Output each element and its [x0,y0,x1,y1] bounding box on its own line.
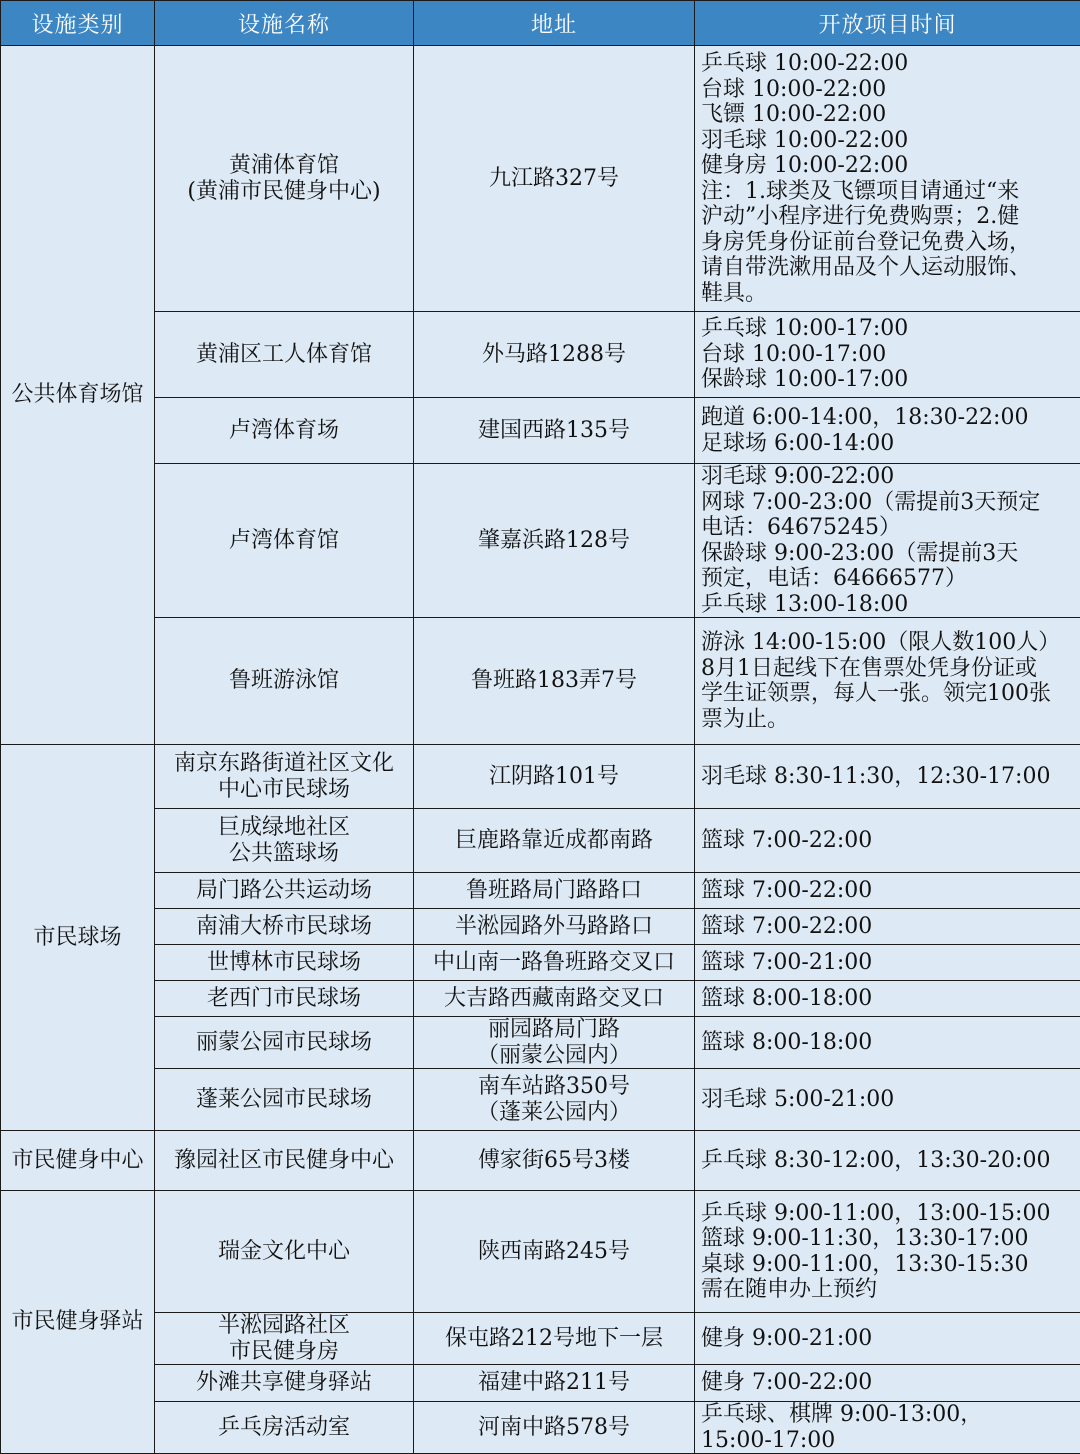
text-line: 鲁班路局门路路口 [465,877,642,903]
text-line: 网球 7:00-23:00（需提前3天预定 [701,489,1041,515]
open-hours-cell [695,981,1080,1017]
facility-name-cell [155,1017,414,1069]
address-cell [414,1365,695,1402]
address-cell [414,1131,695,1191]
text-line: 中山南一路鲁班路交叉口 [432,949,675,975]
open-hours-cell [695,1313,1080,1365]
header-category: 设施类别 [1,1,155,46]
text-line: 丽园路局门路 [487,1017,620,1042]
table-row [1,464,1080,618]
text-line: 羽毛球 9:00-22:00 [701,464,895,489]
address-cell [414,873,695,909]
text-line: 九江路327号 [489,165,619,191]
text-line: 健身 7:00-22:00 [701,1370,873,1396]
text-line: 保屯路212号地下一层 [445,1325,663,1351]
table-row [1,398,1080,464]
category-cell: 市民健身中心 [1,1131,155,1191]
text-line: （蓬莱公园内） [476,1099,631,1125]
text-line: 南京东路街道社区文化 [173,751,394,776]
text-line: 卢湾体育馆 [228,527,339,553]
table-row [1,1069,1080,1131]
facility-name-cell [155,46,414,312]
facility-table-body [1,46,1080,1454]
facility-name-cell [155,1191,414,1313]
text-line: 保龄球 9:00-23:00（需提前3天 [701,540,1019,566]
text-line: 乒乓球 9:00-11:00，13:00-15:00 [701,1200,1051,1226]
text-line: 跑道 6:00-14:00，18:30-22:00 [701,405,1029,430]
text-line: 篮球 7:00-21:00 [701,949,873,975]
text-line: 乒乓球 10:00-17:00 [701,316,909,342]
category-cell: 市民健身驿站 [1,1191,155,1454]
facility-name-cell [155,945,414,981]
address-cell [414,909,695,945]
text-line: 瑞金文化中心 [217,1238,350,1264]
text-line: 南车站路350号 [478,1074,630,1099]
text-line: 预定，电话：64666577） [701,566,967,591]
open-hours-cell [695,1402,1080,1454]
text-line: 羽毛球 8:30-11:30，12:30-17:00 [701,763,1051,789]
text-line: 桌球 9:00-11:00，13:30-15:30 [701,1251,1029,1277]
table-row [1,745,1080,809]
text-line: 台球 10:00-22:00 [701,76,887,102]
table-row [1,1365,1080,1402]
table-row [1,1017,1080,1069]
facility-name-cell [155,464,414,618]
address-cell [414,1069,695,1131]
address-cell [414,398,695,464]
text-line: 巨鹿路靠近成都南路 [454,827,653,853]
text-line: 乒乓球、棋牌 9:00-13:00， [701,1402,983,1427]
category-cell: 市民球场 [1,745,155,1131]
facility-name-cell [155,809,414,873]
text-line: 黄浦区工人体育馆 [195,341,372,367]
text-line: 南浦大桥市民球场 [195,913,372,939]
text-line: 豫园社区市民健身中心 [173,1147,394,1173]
header-open-hours: 开放项目时间 [695,1,1080,46]
text-line: 乒乓球 13:00-18:00 [701,591,909,617]
text-line: 篮球 7:00-22:00 [701,913,873,939]
text-line: 肇嘉浜路128号 [478,527,630,553]
text-line: 鲁班游泳馆 [228,668,339,694]
open-hours-cell [695,1069,1080,1131]
open-hours-cell [695,1131,1080,1191]
header-facility-name: 设施名称 [155,1,414,46]
text-line: 注：1.球类及飞镖项目请通过“来 [701,178,1020,204]
text-line: 15:00-17:00 [701,1427,836,1453]
text-line: 足球场 6:00-14:00 [701,430,895,456]
text-line: 沪动”小程序进行免费购票；2.健 [701,204,1020,229]
text-line: 篮球 9:00-11:30，13:30-17:00 [701,1226,1029,1251]
text-line: 篮球 7:00-22:00 [701,877,873,903]
text-line: 黄浦体育馆 [228,153,339,178]
text-line: 鲁班路183弄7号 [471,668,637,694]
table-row [1,1131,1080,1191]
facility-name-cell [155,873,414,909]
text-line: 身房凭身份证前台登记免费入场， [701,229,1032,255]
table-row [1,945,1080,981]
open-hours-cell [695,873,1080,909]
table-row [1,981,1080,1017]
text-line: 蓬莱公园市民球场 [195,1086,372,1112]
table-row [1,909,1080,945]
text-line: 丽蒙公园市民球场 [195,1029,372,1055]
address-cell [414,1402,695,1454]
text-line: 陕西南路245号 [478,1238,630,1264]
text-line: 中心市民球场 [217,776,350,802]
text-line: 河南中路578号 [478,1414,630,1440]
facility-name-cell [155,312,414,398]
address-cell [414,464,695,618]
text-line: 电话：64675245） [701,515,901,540]
text-line: 请自带洗漱用品及个人运动服饰、 [701,255,1032,280]
text-line: 乒乓房活动室 [217,1414,350,1440]
text-line: (黄浦市民健身中心) [187,178,381,204]
text-line: 半淞园路社区 [217,1313,350,1338]
text-line: 健身房 10:00-22:00 [701,153,909,178]
text-line: 羽毛球 5:00-21:00 [701,1086,895,1112]
text-line: 羽毛球 10:00-22:00 [701,127,909,153]
address-cell [414,1313,695,1365]
text-line: 江阴路101号 [489,763,619,789]
text-line: 公共篮球场 [228,840,339,866]
facility-name-cell [155,909,414,945]
text-line: （丽蒙公园内） [476,1042,631,1068]
table-row [1,1402,1080,1454]
header-address: 地址 [414,1,695,46]
address-cell [414,1017,695,1069]
open-hours-cell [695,46,1080,312]
text-line: 局门路公共运动场 [195,877,372,903]
text-line: 建国西路135号 [478,417,630,443]
text-line: 市民健身房 [228,1338,339,1364]
text-line: 老西门市民球场 [206,985,361,1011]
text-line: 游泳 14:00-15:00（限人数100人） [701,630,1061,655]
text-line: 台球 10:00-17:00 [701,341,887,367]
text-line: 学生证领票，每人一张。领完100张 [701,681,1051,706]
table-row [1,809,1080,873]
address-cell [414,46,695,312]
facility-name-cell [155,745,414,809]
open-hours-cell [695,398,1080,464]
text-line: 飞镖 10:00-22:00 [701,102,887,127]
table-row [1,618,1080,745]
open-hours-cell [695,809,1080,873]
text-line: 鞋具。 [701,280,768,306]
address-cell [414,618,695,745]
facility-name-cell [155,398,414,464]
open-hours-cell [695,1017,1080,1069]
text-line: 福建中路211号 [478,1370,630,1396]
address-cell [414,745,695,809]
table-row [1,1313,1080,1365]
header-row [1,1,1080,46]
address-cell [414,312,695,398]
table-row [1,1191,1080,1313]
text-line: 巨成绿地社区 [217,815,350,840]
open-hours-cell [695,618,1080,745]
address-cell [414,809,695,873]
facility-name-cell [155,981,414,1017]
open-hours-cell [695,1191,1080,1313]
text-line: 半淞园路外马路路口 [454,913,653,939]
text-line: 篮球 8:00-18:00 [701,1029,873,1055]
address-cell [414,981,695,1017]
open-hours-cell [695,945,1080,981]
text-line: 保龄球 10:00-17:00 [701,367,909,393]
open-hours-cell [695,312,1080,398]
open-hours-cell [695,909,1080,945]
text-line: 乒乓球 10:00-22:00 [701,51,909,76]
text-line: 需在随申办上预约 [701,1277,878,1302]
open-hours-cell [695,745,1080,809]
facility-name-cell [155,1365,414,1402]
open-hours-cell [695,1365,1080,1402]
category-cell: 公共体育场馆 [1,46,155,745]
open-hours-cell [695,464,1080,618]
table-row [1,873,1080,909]
facility-name-cell [155,1402,414,1454]
facility-name-cell [155,1313,414,1365]
text-line: 傅家街65号3楼 [478,1147,630,1173]
facility-name-cell [155,618,414,745]
facility-name-cell [155,1069,414,1131]
text-line: 卢湾体育场 [228,417,339,443]
table-row [1,312,1080,398]
text-line: 世博林市民球场 [206,949,361,975]
text-line: 8月1日起线下在售票处凭身份证或 [701,655,1037,681]
text-line: 票为止。 [701,706,790,732]
text-line: 乒乓球 8:30-12:00，13:30-20:00 [701,1147,1051,1173]
text-line: 大吉路西藏南路交叉口 [443,985,664,1011]
address-cell [414,945,695,981]
address-cell [414,1191,695,1313]
text-line: 外马路1288号 [482,341,626,367]
text-line: 篮球 7:00-22:00 [701,827,873,853]
facility-name-cell [155,1131,414,1191]
text-line: 健身 9:00-21:00 [701,1325,873,1351]
text-line: 篮球 8:00-18:00 [701,985,873,1011]
table-row [1,46,1080,312]
text-line: 外滩共享健身驿站 [195,1370,372,1396]
